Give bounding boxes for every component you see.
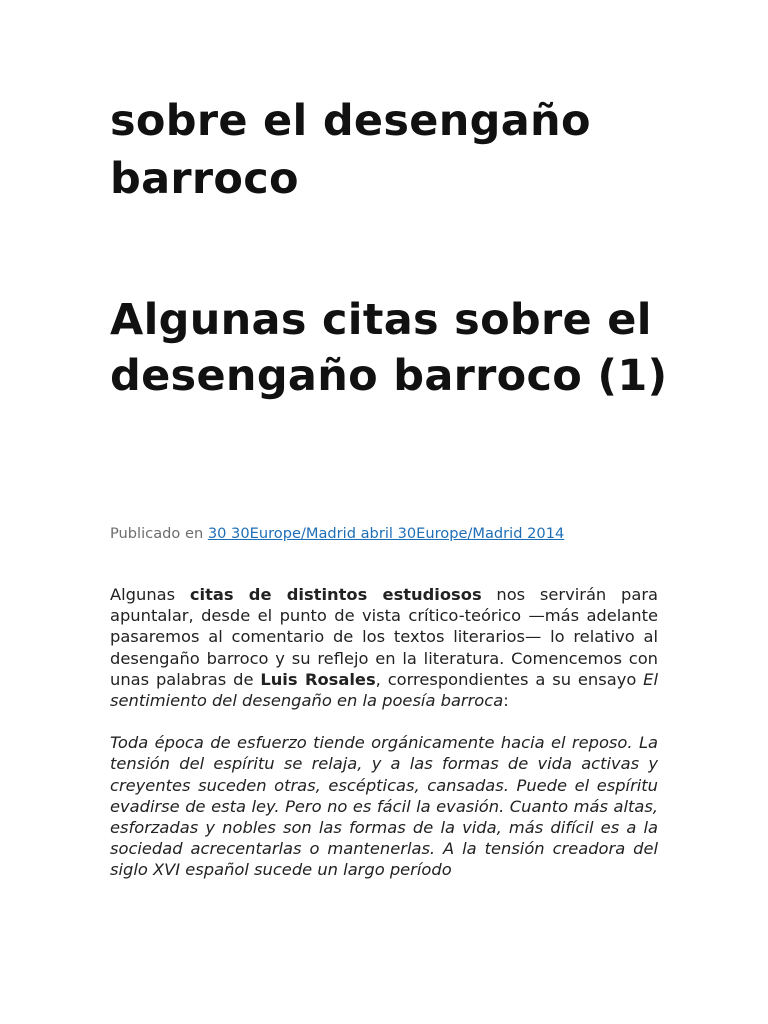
- intro-text-2: nos servirán para apuntalar, desde el punto de vista crítico-teórico —más adelante pasaremos al comentario de los textos literarios— lo relativo al desengaño barroco y su reflejo en la literatura. Comencemos con unas palabras de: [110, 585, 658, 689]
- site-title: sobre el desengaño barroco: [110, 96, 591, 204]
- post-content: [110, 584, 658, 902]
- intro-text-4: :: [503, 691, 509, 711]
- intro-text-3: , correspondientes a su ensayo: [375, 669, 644, 689]
- author-name: Luis Rosales: [260, 669, 376, 689]
- published-label: Publicado en: [110, 525, 204, 542]
- post-title: Algunas citas sobre el desengaño barroco (1): [110, 295, 668, 401]
- post-meta: [110, 524, 670, 544]
- intro-bold-quotes: citas de distintos estudiosos: [189, 585, 482, 604]
- post-date-link[interactable]: 30 30Europe/Madrid abril 30Europe/Madrid 2014: [207, 525, 565, 542]
- intro-text-1: Algunas: [110, 585, 190, 604]
- quote-paragraph: Toda época de esfuerzo tiende orgánicamente hacia el reposo. La tensión del espíritu se relaja, y a las formas de vida activas y creyentes suceden otras, escépticas, cansadas. Puede el espíritu evadirse de esta ley. Pero no es fácil la evasión. Cuanto más altas, esforzadas y nobles son las formas de la vida, más difícil es a la sociedad acrecentarlas o mantenerlas. A la tensión creadora del siglo XVI español sucede un largo período: [110, 733, 658, 880]
- intro-paragraph: [110, 584, 658, 711]
- essay-title: El sentimiento del desengaño en la poesía barroca: [110, 669, 658, 711]
